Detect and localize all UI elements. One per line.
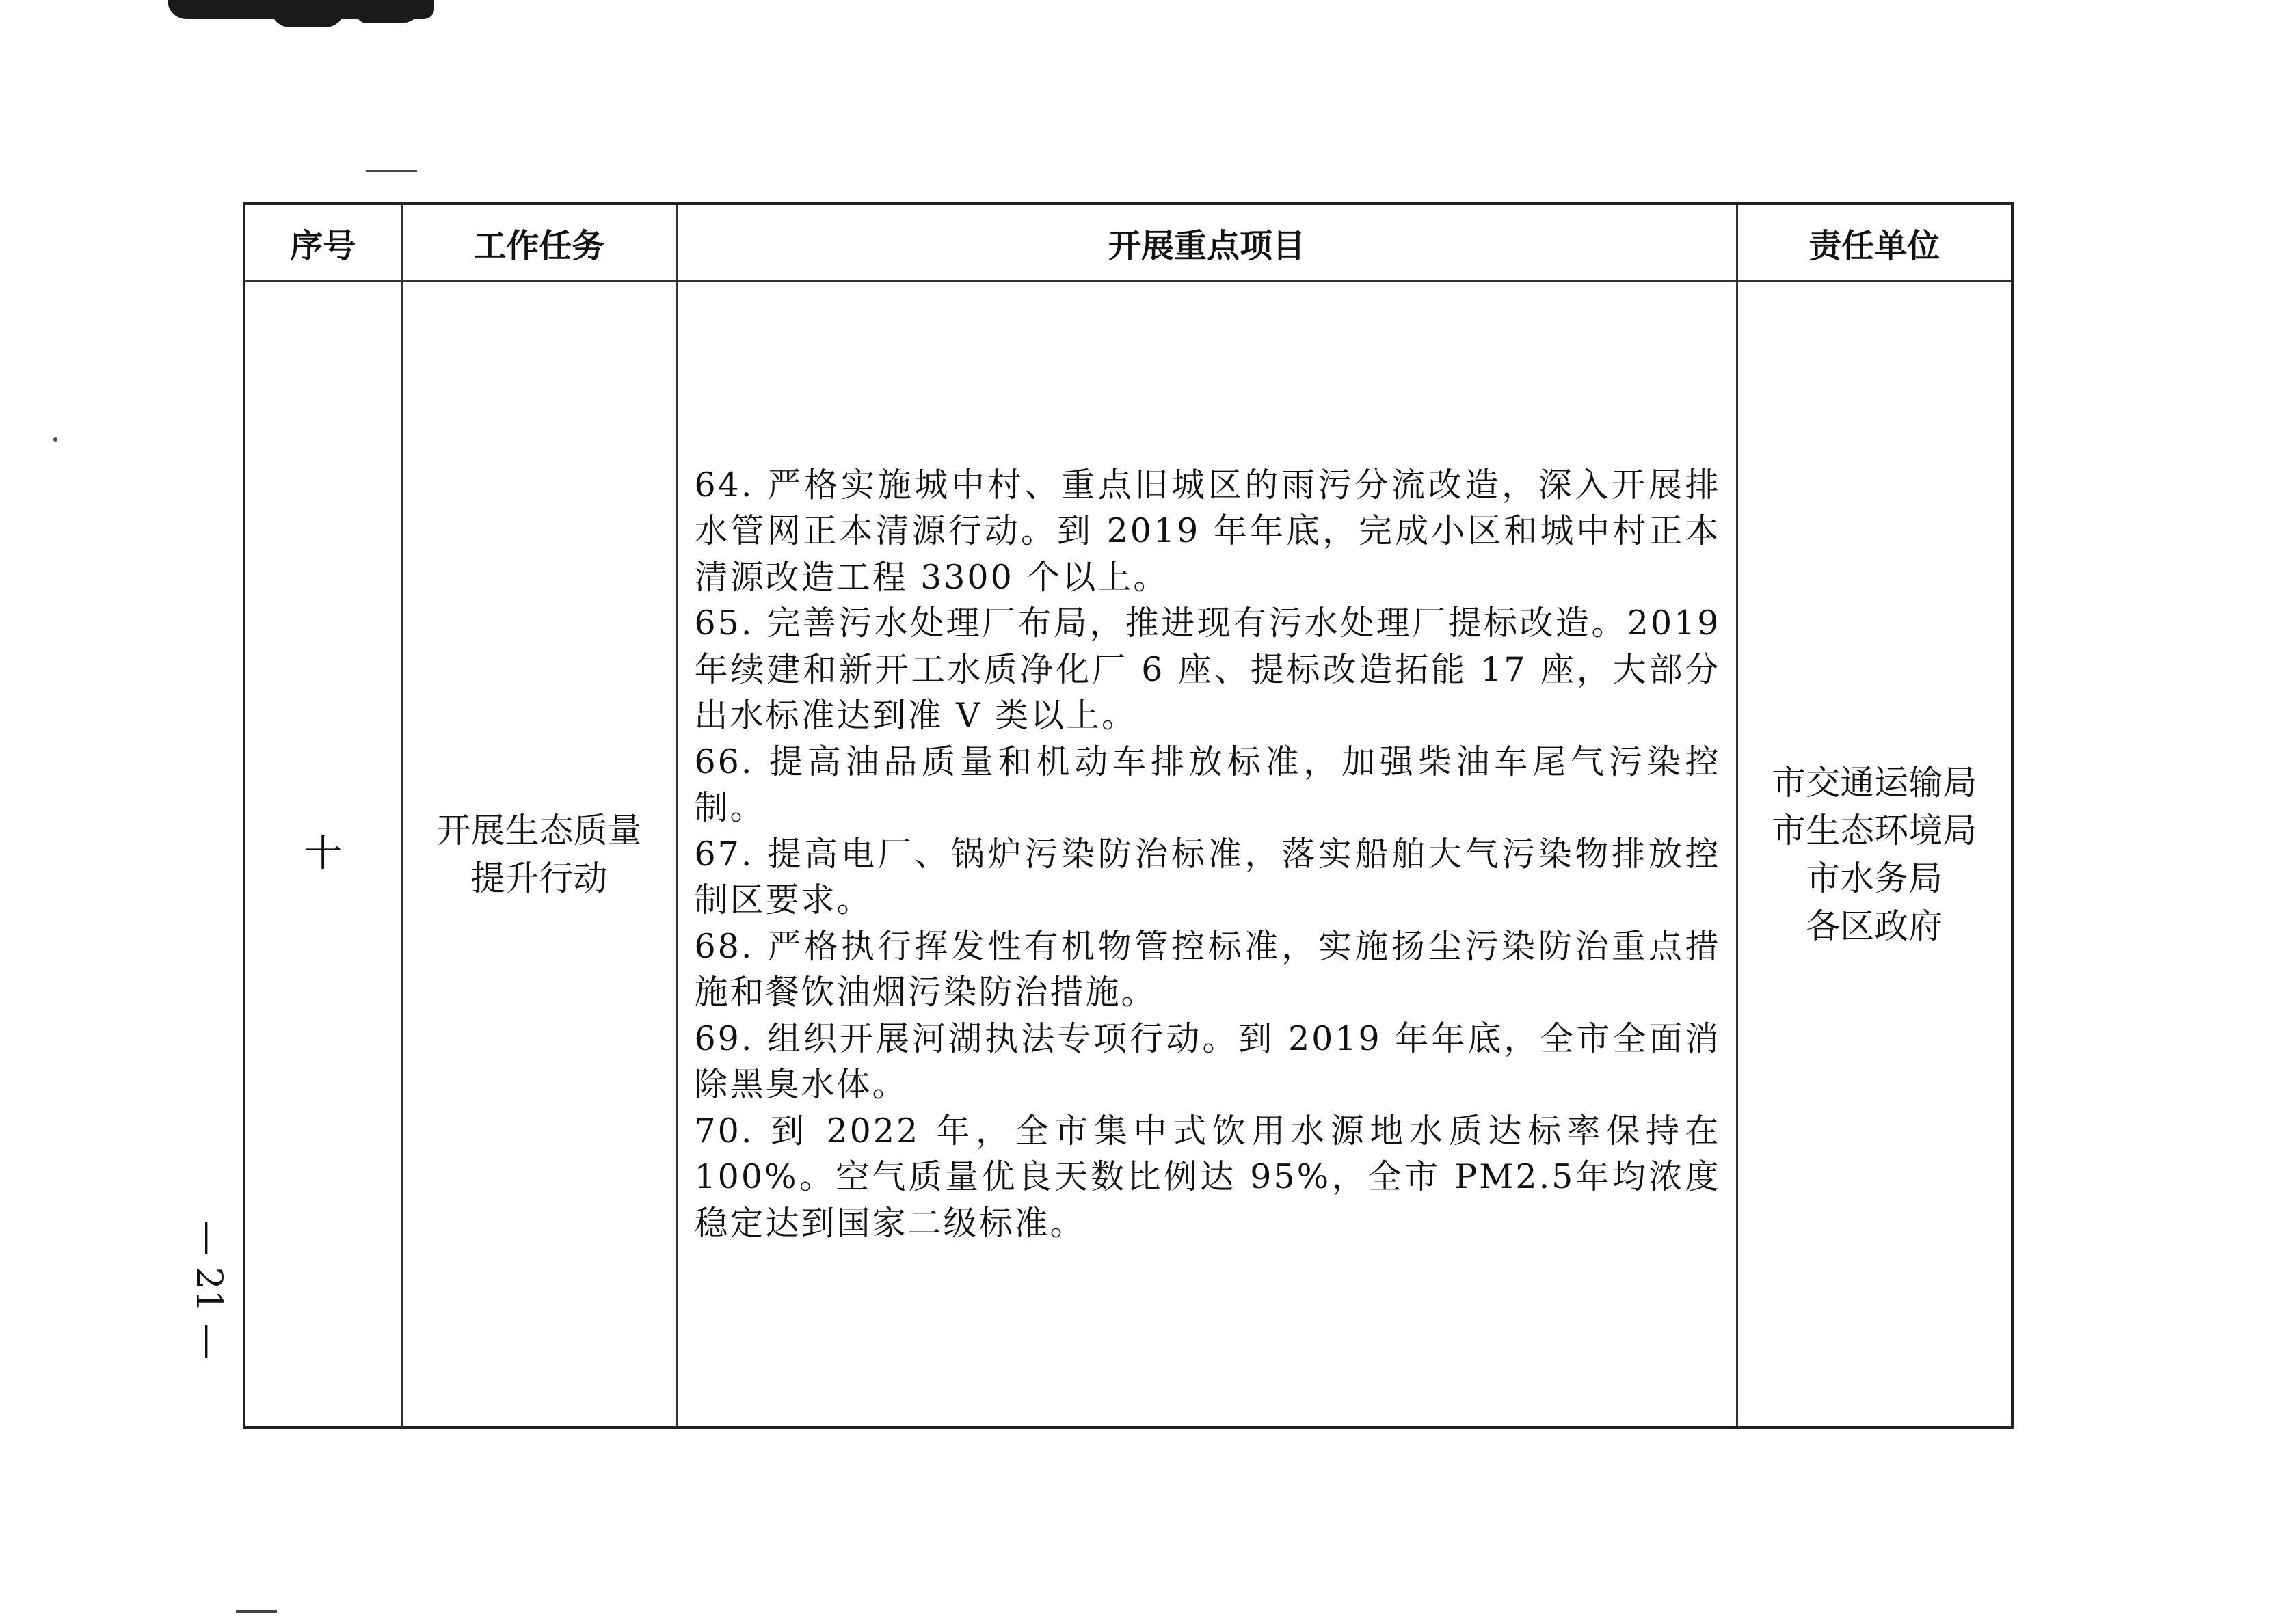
unit-item: 各区政府 <box>1806 906 1943 946</box>
project-item-64: 64. 严格实施城中村、重点旧城区的雨污分流改造，深入开展排水管网正本清源行动。到 2019 年年底，完成小区和城中村正本清源改造工程 3300 个以上。 <box>694 465 1721 597</box>
header-task: 工作任务 <box>401 204 677 282</box>
project-list <box>695 462 1721 1247</box>
project-item-65: 65. 完善污水处理厂布局，推进现有污水处理厂提标改造。2019 年续建和新开工水质净化厂 6 座、提标改造拓能 17 座，大部分出水标准达到准 V 类以上。 <box>694 604 1721 736</box>
scan-mark <box>366 170 417 172</box>
row-task <box>401 282 677 1428</box>
unit-item: 市生态环境局 <box>1772 810 1977 850</box>
unit-item: 市水务局 <box>1806 858 1943 898</box>
table-header-row <box>244 204 2012 282</box>
project-item-69: 69. 组织开展河湖执法专项行动。到 2019 年年底，全市全面消除黑臭水体。 <box>694 1019 1721 1105</box>
header-projects: 开展重点项目 <box>677 204 1737 282</box>
scan-mark <box>53 437 57 442</box>
task-table <box>243 202 2014 1429</box>
project-item-68: 68. 严格执行挥发性有机物管控标准，实施扬尘污染防治重点措施和餐饮油烟污染防治措施。 <box>694 926 1721 1012</box>
scan-artifact <box>270 0 345 27</box>
row-index: 十 <box>244 282 401 1428</box>
row-units <box>1737 282 2012 1428</box>
project-item-67: 67. 提高电厂、锅炉污染防治标准，落实船舶大气污染物排放控制区要求。 <box>694 834 1721 920</box>
project-item-70: 70. 到 2022 年，全市集中式饮用水源地水质达标率保持在 100%。空气质量优良天数比例达 95%，全市 PM2.5年均浓度稳定达到国家二级标准。 <box>694 1111 1721 1243</box>
project-item-66: 66. 提高油品质量和机动车排放标准，加强柴油车尾气污染控制。 <box>694 742 1721 828</box>
unit-item: 市交通运输局 <box>1772 762 1977 803</box>
scan-artifact <box>356 0 424 23</box>
row-projects <box>677 282 1737 1428</box>
header-index: 序号 <box>244 204 401 282</box>
unit-list <box>1738 759 2012 950</box>
page-number: — 21 — <box>188 1220 229 1360</box>
row-task-text: 开展生态质量提升行动 <box>436 810 642 898</box>
header-units: 责任单位 <box>1737 204 2012 282</box>
table-row <box>244 282 2012 1428</box>
scan-mark <box>236 1610 277 1613</box>
